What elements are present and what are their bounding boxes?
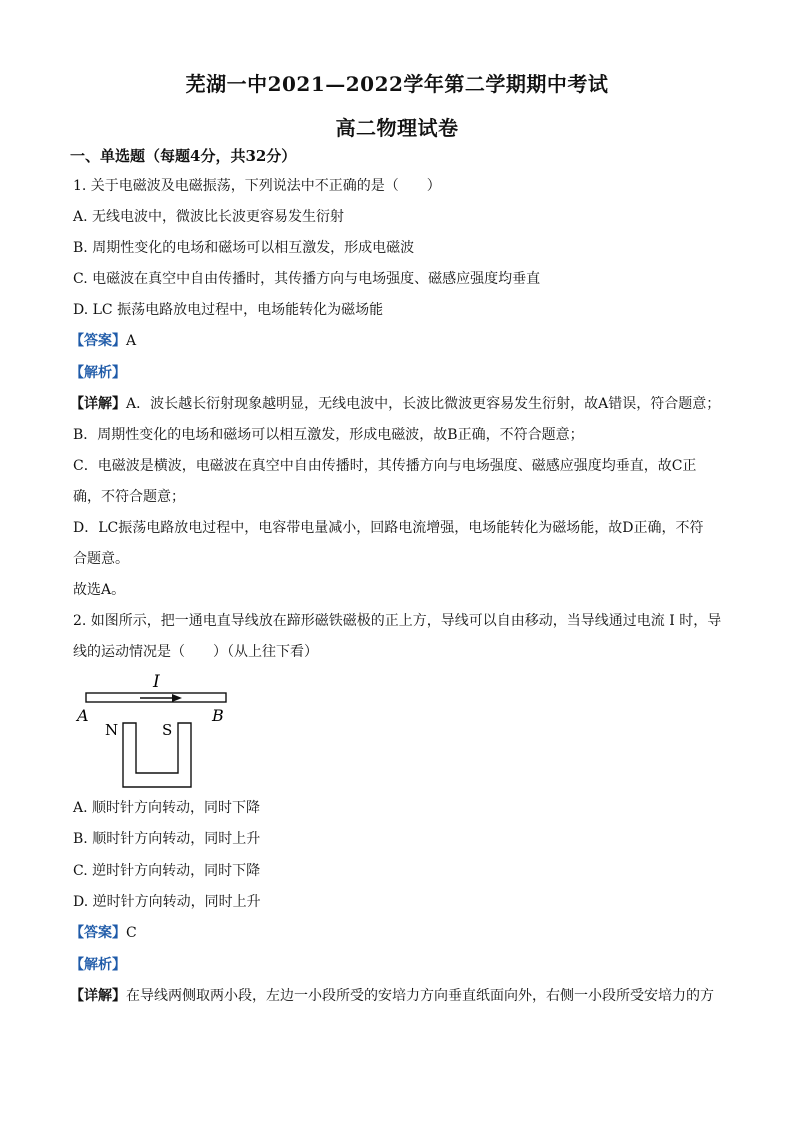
q2-answer <box>70 923 137 943</box>
current-arrow-head <box>172 694 182 702</box>
answer-value: A <box>126 333 137 349</box>
q1-detail-line-5: D．LC振荡电路放电过程中，电容带电量减小，回路电流增强，电场能转化为磁场能，故D正确，不符 <box>73 520 704 536</box>
analysis-tag: 【解析】 <box>70 365 126 381</box>
q1-stem: 1. 关于电磁波及电磁振荡，下列说法中不正确的是（ ） <box>73 178 441 194</box>
q1-option-d: D. LC 振荡电路放电过程中，电场能转化为磁场能 <box>73 302 384 318</box>
current-label: I <box>153 672 160 692</box>
q1-detail-line-1 <box>70 394 720 414</box>
q1-option-b: B. 周期性变化的电场和磁场可以相互激发，形成电磁波 <box>73 240 415 256</box>
horseshoe-magnet <box>123 723 191 787</box>
q1-answer <box>70 331 136 351</box>
exam-title: 芜湖一中2021—2022学年第二学期期中考试 <box>185 72 609 96</box>
q2-option-c: C. 逆时针方向转动，同时下降 <box>73 863 261 879</box>
detail-tag: 【详解】 <box>70 396 126 412</box>
q2-option-d: D. 逆时针方向转动，同时上升 <box>73 894 261 910</box>
wire-end-b-label: B <box>212 706 224 725</box>
detail-tag: 【详解】 <box>70 988 126 1004</box>
answer-tag: 【答案】 <box>70 925 126 941</box>
q1-detail-line-4: 确，不符合题意； <box>73 489 185 505</box>
detail-text: A．波长越长衍射现象越明显，无线电波中，长波比微波更容易发生衍射，故A错误，符合题意； <box>126 396 721 412</box>
south-pole-label: S <box>162 721 173 739</box>
answer-value: C <box>126 925 137 941</box>
q2-stem-line-1: 2. 如图所示，把一通电直导线放在蹄形磁铁磁极的正上方，导线可以自由移动，当导线通过电流 I 时，导 <box>73 613 722 629</box>
q2-detail-line-1 <box>70 986 714 1006</box>
section-heading: 一、单选题（每题4分，共32分） <box>70 147 297 165</box>
wire-end-a-label: A <box>77 706 89 725</box>
wire-magnet-diagram <box>74 668 244 792</box>
q1-option-c: C. 电磁波在真空中自由传播时，其传播方向与电场强度、磁感应强度均垂直 <box>73 271 541 287</box>
detail-text: 在导线两侧取两小段，左边一小段所受的安培力方向垂直纸面向外，右侧一小段所受安培力的方 <box>126 988 714 1004</box>
q2-option-a: A. 顺时针方向转动，同时下降 <box>73 800 261 816</box>
q2-stem-line-2: 线的运动情况是（ ）（从上往下看） <box>73 644 318 660</box>
exam-subtitle: 高二物理试卷 <box>335 116 459 140</box>
q1-detail-line-7: 故选A。 <box>73 582 126 598</box>
answer-tag: 【答案】 <box>70 333 126 349</box>
q2-option-b: B. 顺时针方向转动，同时上升 <box>73 831 261 847</box>
analysis-tag: 【解析】 <box>70 957 126 973</box>
q1-analysis-tag <box>70 363 126 383</box>
q1-detail-line-2: B．周期性变化的电场和磁场可以相互激发，形成电磁波，故B正确，不符合题意； <box>73 427 584 443</box>
north-pole-label: N <box>105 721 119 739</box>
q1-detail-line-3: C．电磁波是横波，电磁波在真空中自由传播时，其传播方向与电场强度、磁感应强度均垂直，故C正 <box>73 458 697 474</box>
q1-option-a: A. 无线电波中，微波比长波更容易发生衍射 <box>73 209 345 225</box>
q1-detail-line-6: 合题意。 <box>73 551 129 567</box>
q2-analysis-tag <box>70 955 126 975</box>
